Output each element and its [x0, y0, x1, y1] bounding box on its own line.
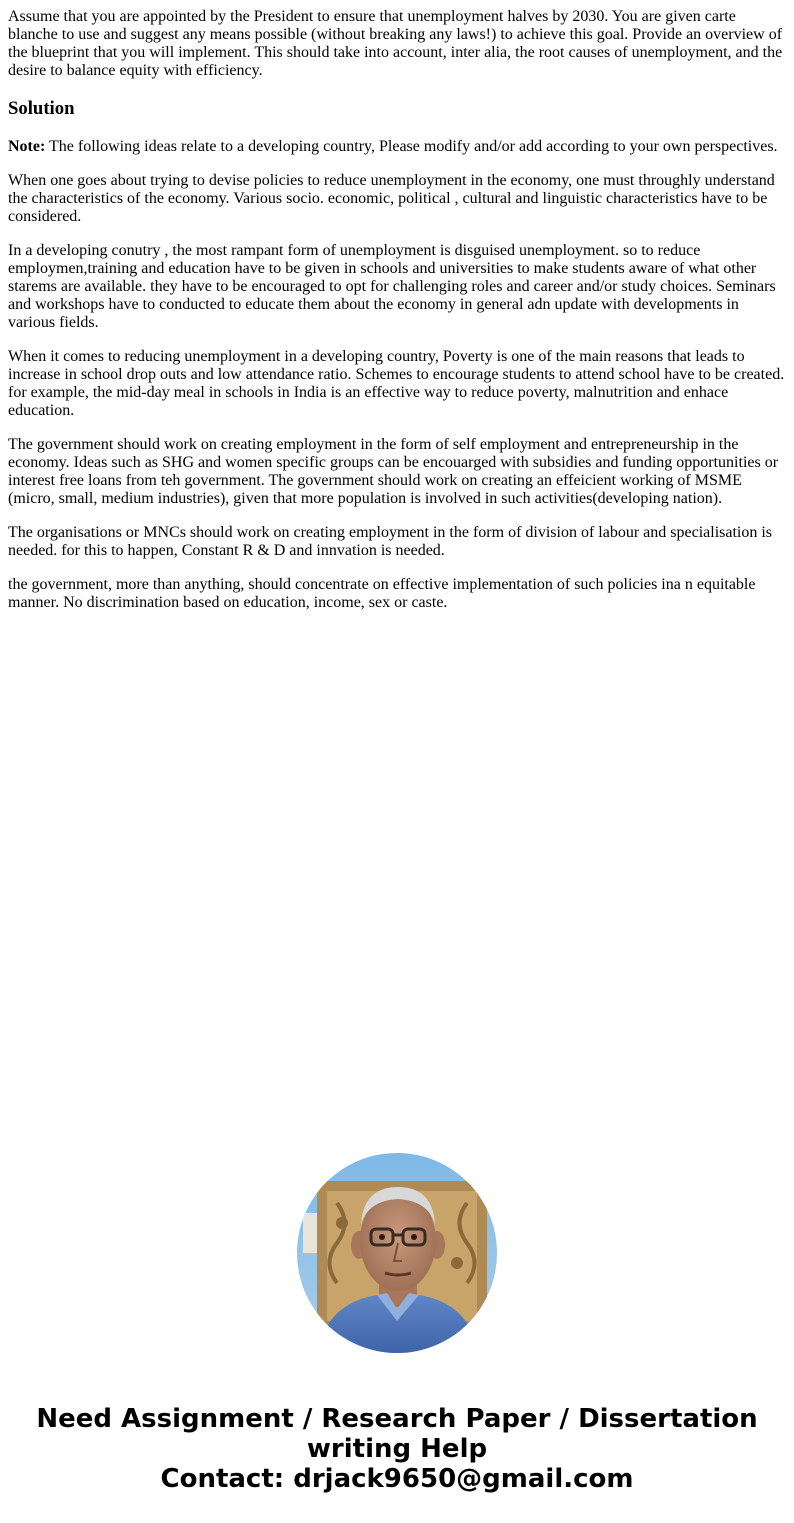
promo-contact: Contact: drjack9650@gmail.com: [160, 1464, 634, 1494]
solution-paragraph-3: When it comes to reducing unemployment in a developing country, Poverty is one of the main reasons that leads to increase in school drop outs and low attendance ratio. Schemes to encourage students to attend school have to be created. for example, the mid-day meal in schools in India is an effective way to reduce poverty, malnutrition and enhace education.: [8, 348, 785, 419]
note-label: Note:: [8, 138, 46, 155]
solution-paragraph-1: When one goes about trying to devise policies to reduce unemployment in the economy, one must throughly understand the characteristics of the economy. Various socio. economic, political , cultural and linguistic characteristics have to be considered.: [8, 172, 775, 225]
promo-line-2: writing Help: [306, 1434, 488, 1464]
solution-heading: Solution: [8, 98, 75, 119]
note-text: The following ideas relate to a developing country, Please modify and/or add according to your own perspectives.: [45, 138, 778, 155]
author-portrait: [297, 1153, 497, 1353]
avatar: [297, 1153, 497, 1353]
solution-paragraph-2: In a developing conutry , the most rampant form of unemployment is disguised unemployment. so to reduce employmen,training and education have to be given in schools and universities to make students aware of what other starems are available. they have to be encouraged to opt for challenging roles and career and/or study choices. Seminars and workshops have to conducted to educate them about the economy in general adn update with developments in various fields.: [8, 242, 776, 331]
solution-paragraph-5: The organisations or MNCs should work on creating employment in the form of division of labour and specialisation is needed. for this to happen, Constant R & D and innvation is needed.: [8, 524, 773, 559]
promo-banner: [0, 1404, 794, 1494]
article-body: [8, 8, 786, 628]
promo-line-1: Need Assignment / Research Paper / Dissertation: [36, 1404, 758, 1434]
note-paragraph: [8, 138, 786, 156]
question-text: Assume that you are appointed by the President to ensure that unemployment halves by 2030. You are given carte blanche to use and suggest any means possible (without breaking any laws!) to achieve this goal. Provide an overview of the blueprint that you will implement. This should take into account, inter alia, the root causes of unemployment, and the desire to balance equity with efficiency.: [8, 8, 783, 79]
solution-paragraph-6: the government, more than anything, should concentrate on effective implementation of such policies ina n equitable manner. No discrimination based on education, income, sex or caste.: [8, 576, 756, 611]
solution-paragraph-4: The government should work on creating employment in the form of self employment and entrepreneurship in the economy. Ideas such as SHG and women specific groups can be encouarged with subsidies and funding opportunities or interest free loans from teh government. The government should work on creating an effeicient working of MSME (micro, small, medium industries), given that more population is involved in such activities(developing nation).: [8, 436, 779, 507]
